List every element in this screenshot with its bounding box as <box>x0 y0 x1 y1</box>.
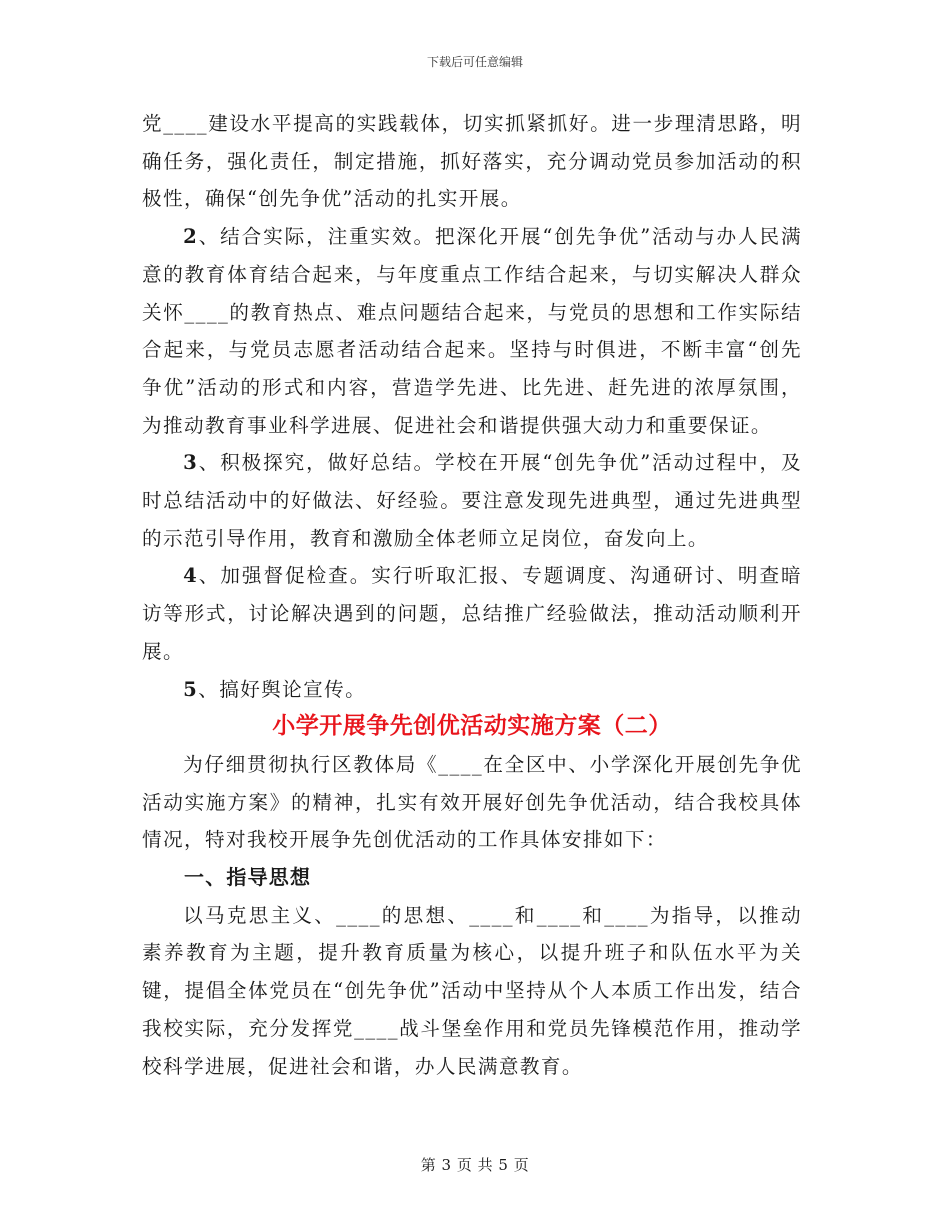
document-body <box>142 105 802 1085</box>
header-note: 下载后可任意编辑 <box>426 55 523 69</box>
list-text: 、搞好舆论宣传。 <box>198 677 367 701</box>
list-item-4 <box>142 557 802 670</box>
list-text: 、结合实际，注重实效。把深化开展“创先争优”活动与办人民满意的教育体育结合起来，与年度重点工作结合起来，与切实解决人群众关怀____的教育热点、难点问题结合起来，与党员的思想和工作实际结合起来，与党员志愿者活动结合起来。坚持与时俱进，不断丰富“创先争优”活动的形式和内容，营造学先进、比先进、赶先进的浓厚氛围，为推动教育事业科学进展、促进社会和谐提供强大动力和重要保证。 <box>142 225 802 437</box>
page-number: 第 3 页 共 5 页 <box>420 1156 530 1174</box>
list-item-5 <box>142 671 802 709</box>
intro-paragraph: 为仔细贯彻执行区教体局《____在全区中、小学深化开展创先争优活动实施方案》的精神，扎实有效开展好创先争优活动，结合我校具体情况，特对我校开展争先创优活动的工作具体安排如下： <box>142 752 802 852</box>
list-number: 4 <box>183 564 199 588</box>
guiding-paragraph: 以马克思主义、____的思想、____和____和____为指导，以推动素养教育为主题，提升教育质量为核心，以提升班子和队伍水平为关键，提倡全体党员在“创先争优”活动中坚持从个人本质工作出发，结合我校实际，充分发挥党____战斗堡垒作用和党员先锋模范作用，推动学校科学进展，促进社会和谐，办人民满意教育。 <box>142 903 802 1078</box>
paragraph-continuation: 党____建设水平提高的实践载体，切实抓紧抓好。进一步理清思路，明确任务，强化责任，制定措施，抓好落实，充分调动党员参加活动的积极性，确保“创先争优”活动的扎实开展。 <box>142 112 802 211</box>
list-number: 3 <box>183 451 199 475</box>
list-number: 5 <box>183 677 199 701</box>
list-text: 、加强督促检查。实行听取汇报、专题调度、沟通研讨、明查暗访等形式，讨论解决遇到的问题，总结推广经验做法，推动活动顺利开展。 <box>142 564 802 663</box>
list-item-2 <box>142 218 802 444</box>
list-number: 2 <box>183 225 199 249</box>
section-heading: 一、指导思想 <box>184 865 312 890</box>
list-text: 、积极探究，做好总结。学校在开展“创先争优”活动过程中，及时总结活动中的好做法、好经验。要注意发现先进典型，通过先进典型的示范引导作用，教育和激励全体老师立足岗位，奋发向上。 <box>142 451 802 550</box>
section-title: 小学开展争先创优活动实施方案（二） <box>272 713 672 740</box>
list-item-3 <box>142 444 802 557</box>
